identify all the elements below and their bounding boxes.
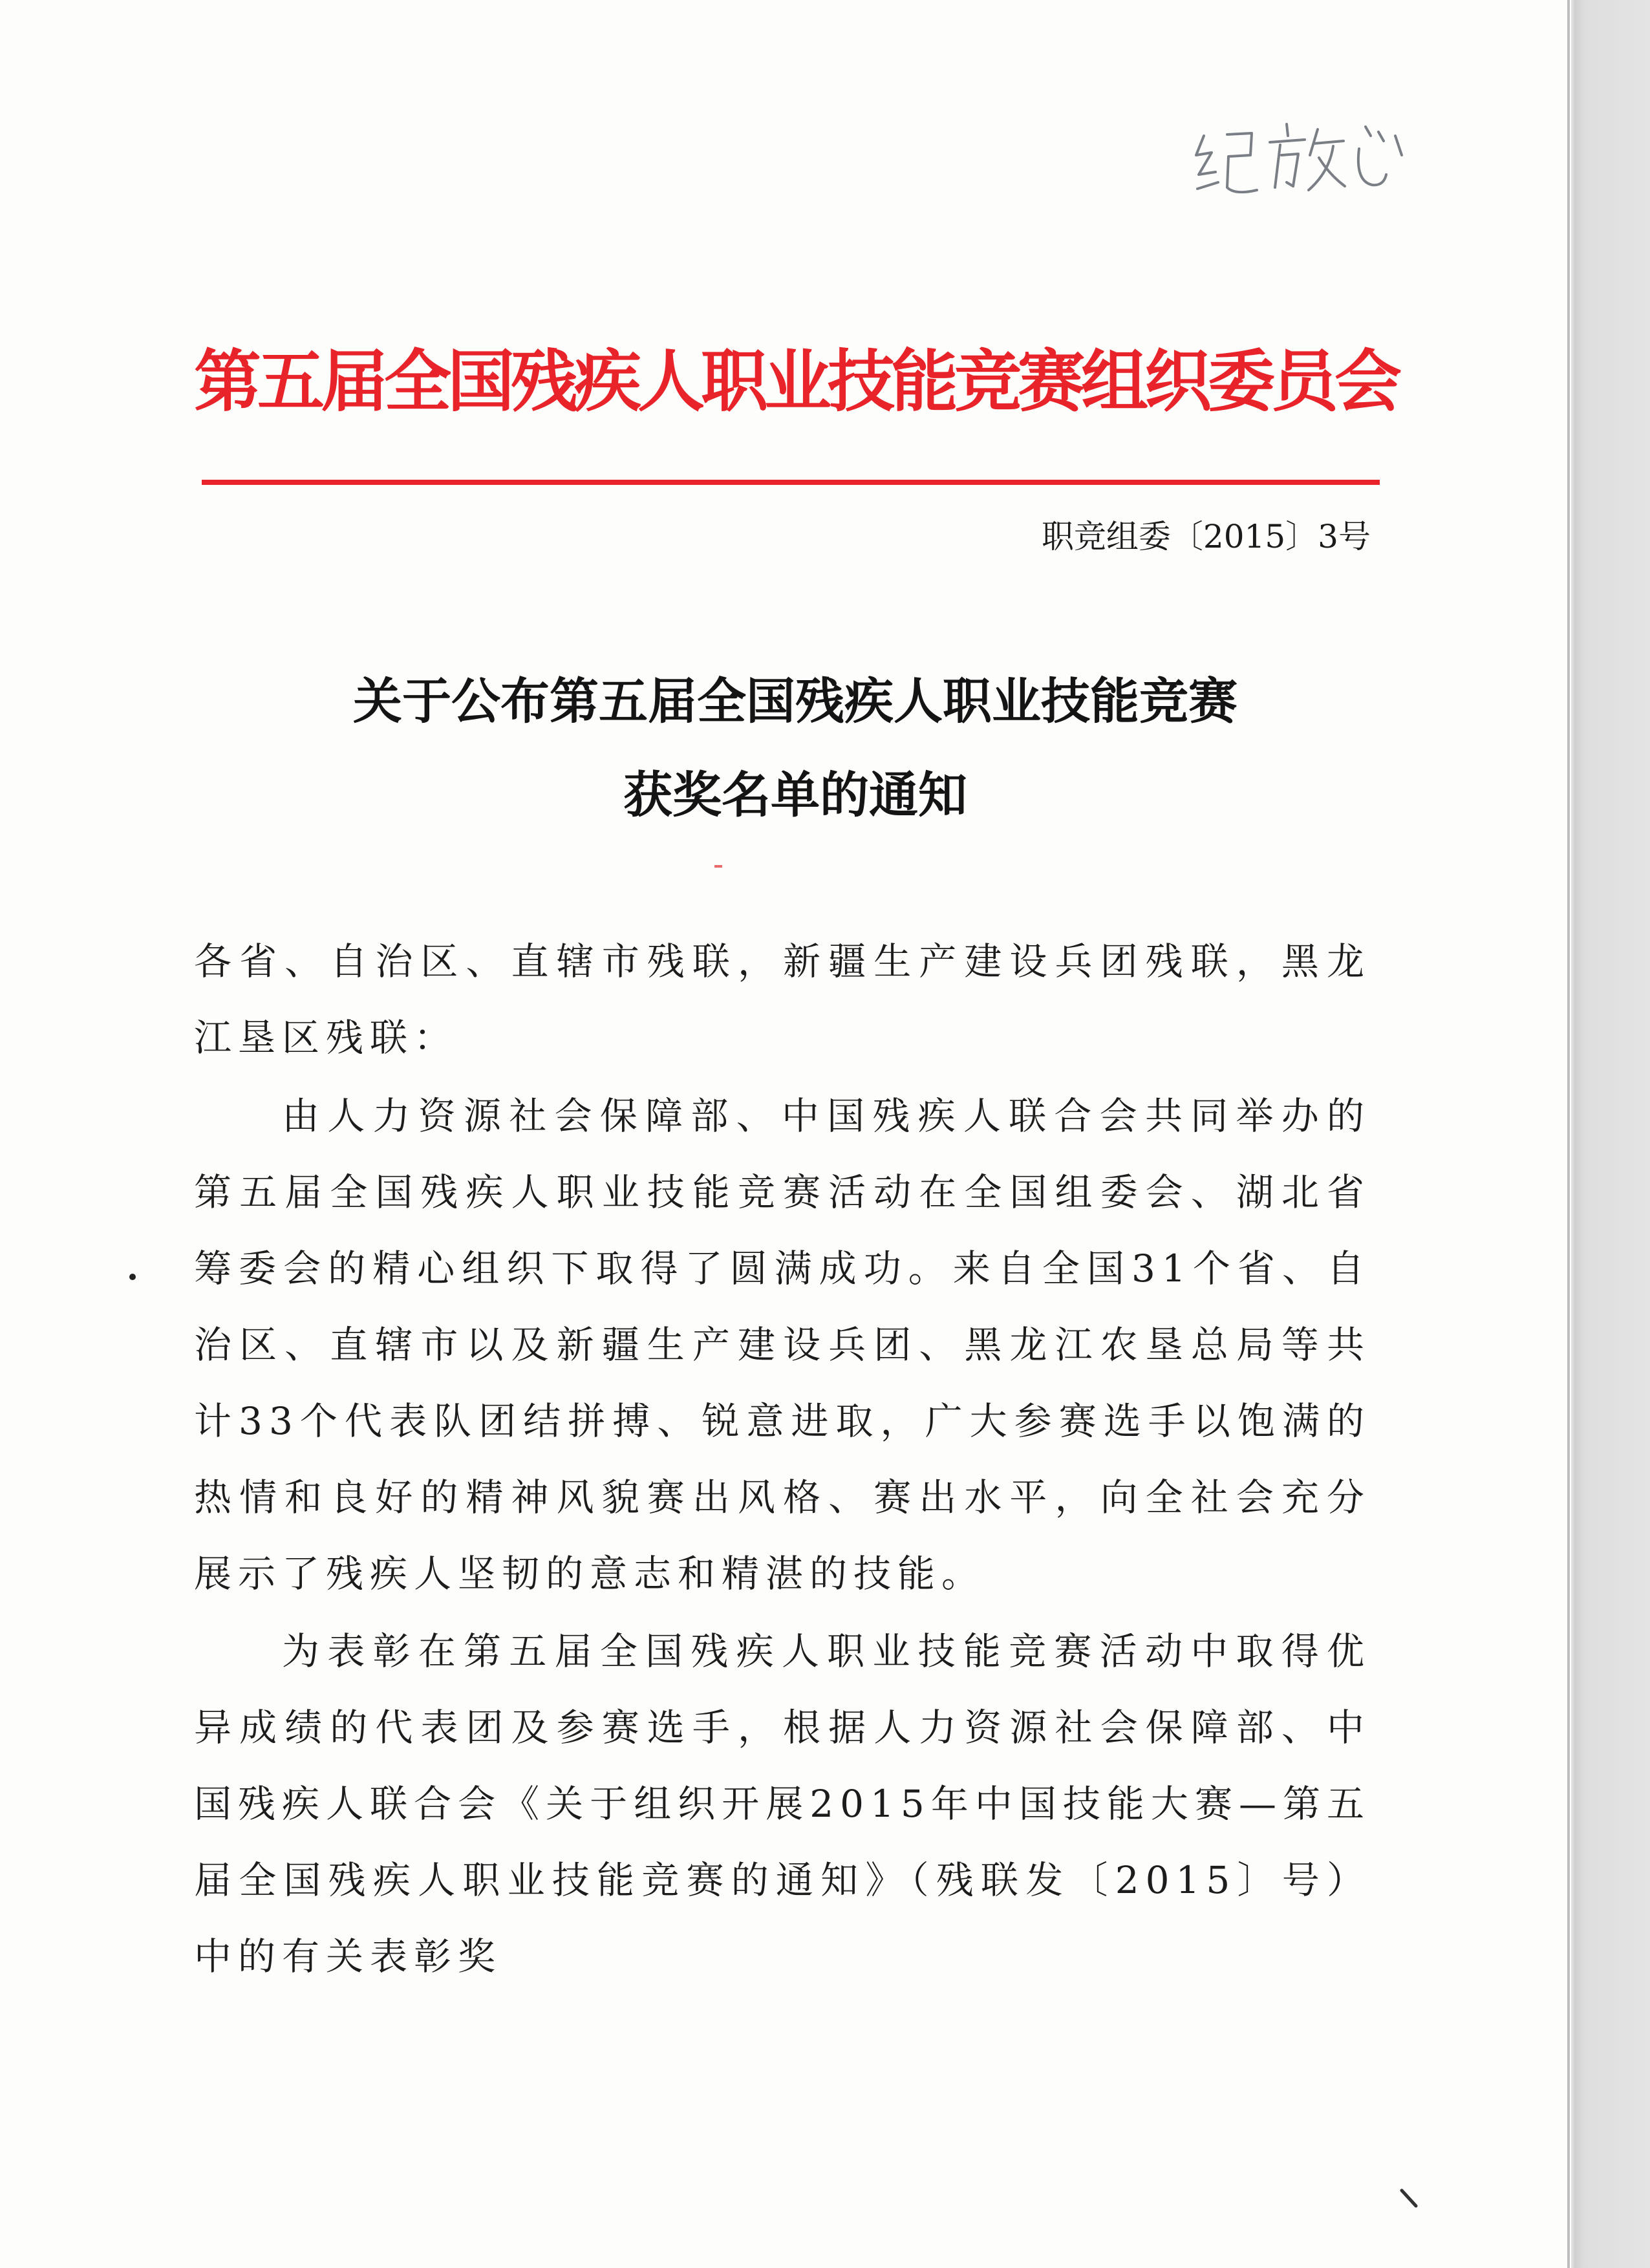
- scan-corner-mark: [1397, 2185, 1422, 2211]
- red-ink-speck: [714, 865, 722, 868]
- scan-edge-shadow: [1571, 0, 1650, 2268]
- salutation-block: [194, 923, 1371, 1076]
- title-line-1: 关于公布第五届全国残疾人职业技能竞赛: [353, 672, 1238, 730]
- scan-edge-line: [1567, 0, 1570, 2268]
- document-number: 职竞组委〔2015〕3号: [1041, 518, 1371, 555]
- margin-dot: [129, 1274, 136, 1280]
- body-paragraph-1: 由人力资源社会保障部、中国残疾人联合会共同举办的第五届全国残疾人职业技能竞赛活动在全国组委会、湖北省筹委会的精心组织下取得了圆满成功。来自全国31个省、自治区、直辖市以及新疆生产建设兵团、黑龙江农垦总局等共计33个代表队团结拼搏、锐意进取，广大参赛选手以饱满的热情和良好的精神风貌赛出风格、赛出水平，向全社会充分展示了残疾人坚韧的意志和精湛的技能。: [194, 1094, 1371, 1596]
- title-line-2: 获奖名单的通知: [623, 766, 967, 824]
- salutation: 各省、自治区、直辖市残联，新疆生产建设兵团残联，黑龙江垦区残联：: [194, 939, 1371, 1060]
- letterhead-red-rule: [202, 480, 1380, 485]
- handwritten-signature: [1190, 110, 1409, 213]
- body-paragraph-2-block: [194, 1613, 1371, 1995]
- letterhead-issuer: 第五届全国残疾人职业技能竞赛组织委员会: [194, 341, 1398, 421]
- body-paragraph-1-block: [194, 1078, 1371, 1612]
- body-paragraph-2: 为表彰在第五届全国残疾人职业技能竞赛活动中取得优异成绩的代表团及参赛选手，根据人力资源社会保障部、中国残疾人联合会《关于组织开展2015年中国技能大赛—第五届全国残疾人职业技能竞赛的通知》（残联发〔2015〕号）中的有关表彰奖: [194, 1629, 1371, 1978]
